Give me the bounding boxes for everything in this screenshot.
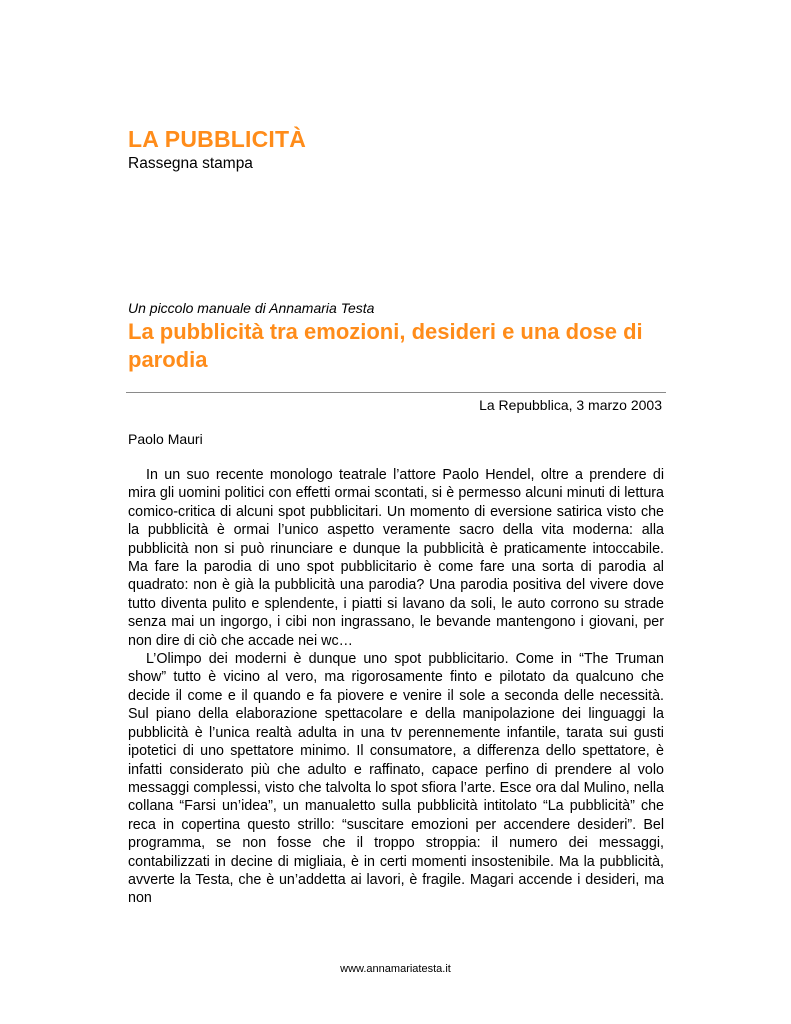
article-author: Paolo Mauri <box>128 431 203 447</box>
body-paragraph: L’Olimpo dei moderni è dunque uno spot pubblicitario. Come in “The Truman show” tutto è vicino al vero, ma rigorosamente finto e pilotato da qualcuno che decide il come e il quando e fa piovere e venire il sole a seconda delle necessità. Sul piano della elaborazione spettacolare e della manipolazione dei linguaggi la pubblicità è l’unica realtà adulta in una tv perennemente infantile, tarata sui gusti ipotetici di uno spettatore minimo. Il consumatore, a differenza dello spettatore, è infatti considerato più che adulto e raffinato, capace perfino di prendere al volo messaggi complessi, visto che talvolta lo spot sfiora l’arte. Esce ora dal Mulino, nella collana “Farsi un’idea”, un manualetto sulla pubblicità intitolato “La pubblicità” che reca in copertina questo strillo: “suscitare emozioni per accendere desideri”. Bel programma, se non fosse che il troppo stroppia: il numero dei messaggi, contabilizzati in decine di migliaia, è in certi momenti insostenibile. Ma la pubblicità, avverte la Testa, che è un’addetta ai lavori, è fragile. Magari accende i desideri, ma non <box>128 651 664 907</box>
document-subtitle: Rassegna stampa <box>128 155 253 172</box>
article-kicker: Un piccolo manuale di Annamaria Testa <box>128 300 375 316</box>
document-title: LA PUBBLICITÀ <box>128 126 307 152</box>
divider-rule <box>126 392 666 393</box>
article-source: La Repubblica, 3 marzo 2003 <box>479 397 662 413</box>
article-title: La pubblicità tra emozioni, desideri e una dose di parodia <box>128 319 643 372</box>
body-paragraph: In un suo recente monologo teatrale l’attore Paolo Hendel, oltre a prendere di mira gli uomini politici con effetti ormai scontati, si è permesso alcuni minuti di lettura comico-critica di alcuni spot pubblicitari. Un momento di eversione satirica visto che la pubblicità è ormai l’unico aspetto veramente sacro della vita moderna: alla pubblicità non si può rinunciare e dunque la pubblicità è praticamente intoccabile. Ma fare la parodia di uno spot pubblicitario è come fare una sorta di parodia al quadrato: non è già la pubblicità una parodia? Una parodia positiva del vivere dove tutto diventa pulito e splendente, i piatti si lavano da soli, le auto corrono su strade senza mai un ingorgo, i cibi non ingrassano, le bevande mantengono i giovani, per non dire di ciò che accade nei wc… <box>128 467 664 649</box>
footer-url: www.annamariatesta.it <box>340 963 451 975</box>
article-body <box>128 466 664 908</box>
